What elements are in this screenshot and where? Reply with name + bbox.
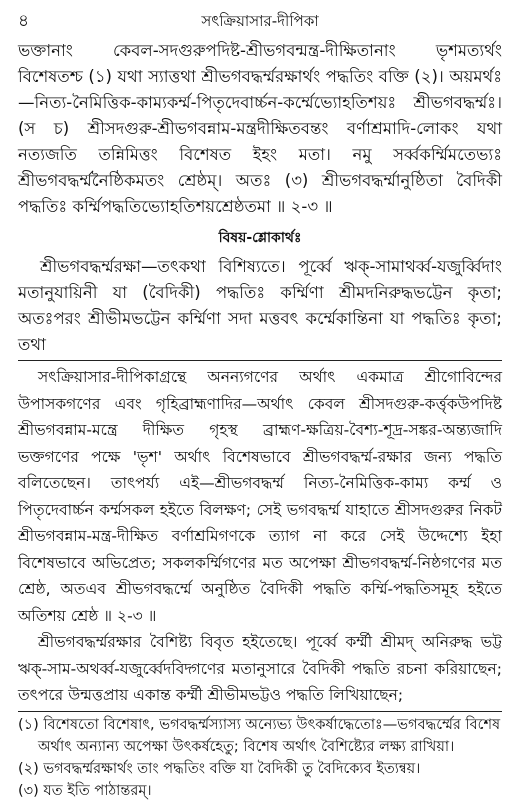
footnote-1: (১) বিশেষতো বিশেষাৎ, ভগবদ্ধর্ম্মস্যাস্য অন্যেভ্য উৎকর্ষাদ্ধেতোঃ—ভগবদ্ধর্ম্মের বিশেষ [18, 716, 501, 733]
section-heading: বিষয়-শ্লোকার্থঃ [218, 230, 302, 246]
page-header [18, 6, 502, 32]
sanskrit-commentary-block [18, 254, 502, 358]
footnote-3: (৩) যত ইতি পাঠান্তরম্। [18, 782, 152, 799]
section-divider [18, 360, 502, 361]
bengali-paragraph-2: শ্রীভগবদ্ধর্ম্মরক্ষার বৈশিষ্ট্য বিবৃত হইতেছে। পূর্ব্বে কর্ম্মী শ্রীমদ্ অনিরুদ্ধ ভট্ট ঋক্-সাম-অথর্ব্ব-যজুর্ব্বেদবিদ্গণের মতানুসারে বৈদিকী পদ্ধতি রচনা করিয়াছেন; তৎপরে উন্মত্তপ্রায় একান্ত কর্ম্মী শ্রীভীমভট্টও পদ্ধতি লিখিয়াছেন; [18, 633, 502, 704]
sanskrit-verse-text: ভক্তানাং কেবল-সদগুরুপদিষ্ট-শ্রীভগবন্মন্ত্র-দীক্ষিতানাং ভৃশমত্যর্থং বিশেষতশ্চ (১) যথা স্যাত্তথা শ্রীভগবদ্ধর্ম্মরক্ষার্থং পদ্ধতিং বক্তি (২)। অয়মর্থঃ—নিত্য-নৈমিত্তিক-কাম্যকর্ম্ম-পিতৃদেবার্চ্চন-কর্ম্মেভ্যোহতিশয়ঃ শ্রীভগবদ্ধর্ম্মঃ। (স চ) শ্রীসদগুরু-শ্রীভগবন্নাম-মন্ত্রদীক্ষিতবন্তং বর্ণাশ্রমাদি-লোকং যথা নত্যজতি তন্নিমিত্তং বিশেষত ইহং মতা। নমু সর্ব্বকর্ম্মিমতেভ্যঃ শ্রীভগবদ্ধর্ম্মনৈষ্ঠিকমতং শ্রেষ্ঠম্। অতঃ (৩) শ্রীভগবদ্ধর্ম্মানুষ্ঠিতা বৈদিকী পদ্ধতিঃ কর্ম্মিপদ্ধতিভ্যোহতিশয়শ্রেষ্ঠতমা ॥ ২-৩ ॥ [18, 41, 502, 216]
footnote-2: (২) ভগবদ্ধর্ম্মরক্ষার্থং তাং পদ্ধতিং বক্তি যা বৈদিকী তু বৈদিক্যেব ইত্যন্বয়। [18, 760, 421, 777]
page-number: ৪ [18, 11, 30, 31]
footnote-divider [18, 711, 502, 712]
bengali-translation-block [18, 364, 502, 709]
running-title: সৎক্রিয়াসার-দীপিকা [201, 12, 319, 30]
footnotes [18, 714, 502, 802]
sanskrit-commentary-text: শ্রীভগবদ্ধর্ম্মরক্ষা—তৎকথা বিশিষ্যতে। পূর্ব্বে ঋক্-সামাথর্ব্ব-যজুর্ব্বিদাং মতানুযায়িনী যা (বৈদিকী) পদ্ধতিঃ কর্ম্মিণা শ্রীমদনিরুদ্ধভট্টেন কৃতা; অতঃপরং শ্রীভীমভট্টেন কর্ম্মিণা সদা মত্তবৎ কর্ম্মেকান্তিনা যা পদ্ধতিঃ কৃতা; তথা [18, 257, 502, 354]
footnote-1-continuation: অর্থাৎ অন্যান্য অপেক্ষা উৎকর্ষহেতু; বিশেষ অর্থাৎ বৈশিষ্ট্যের লক্ষ্য রাখিয়া। [38, 738, 455, 755]
sanskrit-verse-block [18, 38, 502, 220]
bengali-paragraph-1: সৎক্রিয়াসার-দীপিকাগ্রন্থে অনন্যগণের অর্থাৎ একমাত্র শ্রীগোবিন্দের উপাসকগণের এবং গৃহিব্রাহ্মণাদির—অর্থাৎ কেবল শ্রীসদগুরু-কর্ত্তৃকউপদিষ্ট শ্রীভগবন্নাম-মন্ত্রে দীক্ষিত গৃহস্থ ব্রাহ্মণ-ক্ষত্রিয়-বৈশ্য-শূদ্র-সঙ্কর-অন্ত্যজাদি ভক্তগণের পক্ষে 'ভৃশ' অর্থাৎ বিশেষভাবে শ্রীভগবদ্ধর্ম্ম-রক্ষার জন্য পদ্ধতি বলিতেছেন। তাৎপর্য্য এই—শ্রীভগবদ্ধর্ম্ম নিত্য-নৈমিত্তিক-কাম্য কর্ম্ম ও পিতৃদেবার্চ্চন কর্ম্মসকল হইতে বিলক্ষণ; সেই ভগবদ্ধর্ম্ম যাহাতে শ্রীসদগুরুর নিকট শ্রীভগবন্নাম-মন্ত্র-দীক্ষিত বর্ণাশ্রমিগণকে ত্যাগ না করে সেই উদ্দেশ্যে ইহা বিশেষভাবে অভিপ্রেত; সকলকর্ম্মিগণের মত অপেক্ষা শ্রীভগবদ্ধর্ম্ম-নিষ্ঠগণের মত শ্রেষ্ঠ, অতএব শ্রীভগবদ্ধর্ম্মে অনুষ্ঠিত বৈদিকী পদ্ধতি কর্ম্মি-পদ্ধতিসমূহ হইতে অতিশয় শ্রেষ্ঠ ॥ ২-৩ ॥ [18, 368, 502, 625]
